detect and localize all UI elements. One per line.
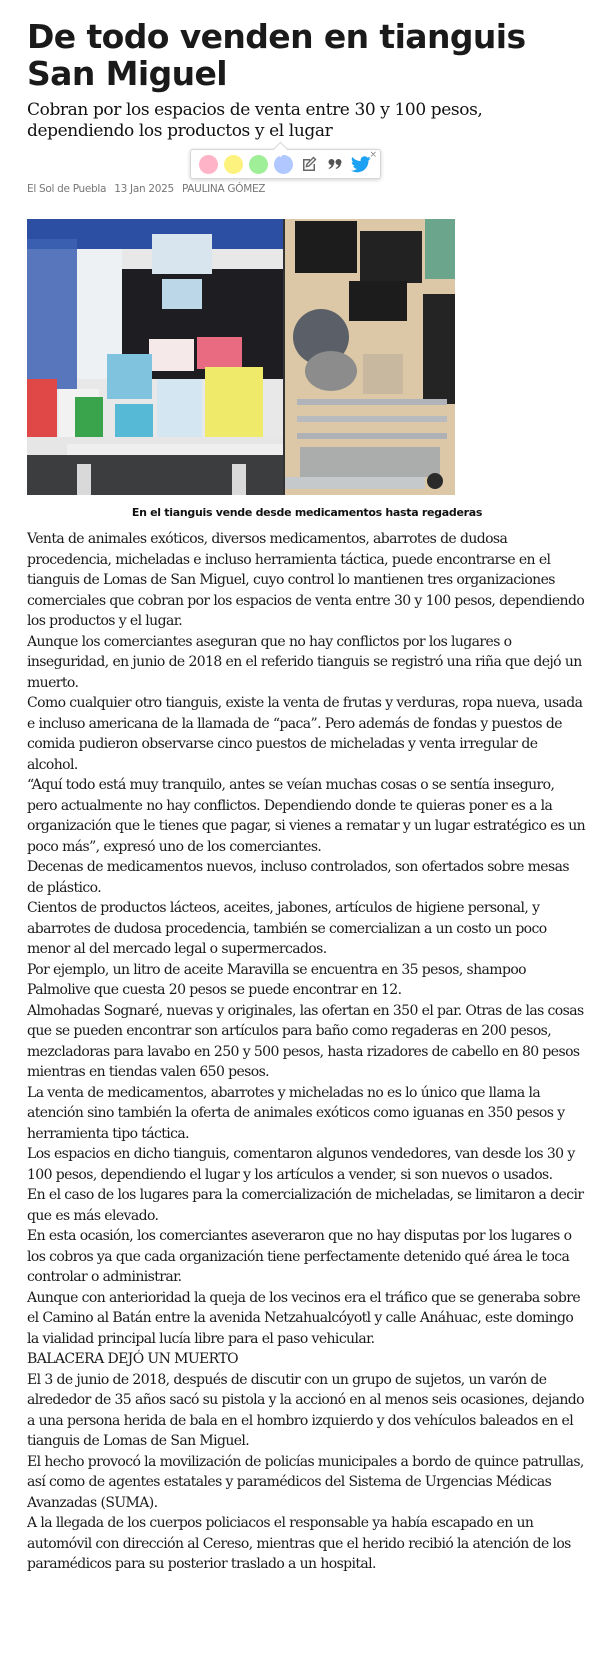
paragraph: Como cualquier otro tianguis, existe la venta de frutas y verduras, ropa nueva, usada e incluso americana de la llamada de “paca”. Pero además de fondas y puestos de comida pudieron observarse cinco puestos de micheladas y venta irregular de alcohol. <box>27 695 583 773</box>
image-caption: En el tianguis vende desde medicamentos hasta regaderas <box>131 506 483 519</box>
paragraph: Venta de animales exóticos, diversos medicamentos, abarrotes de dudosa procedencia, micheladas e incluso herramienta táctica, puede encontrarse en el tianguis de Lomas de San Miguel, cuyo control lo mantienen tres organizaciones comerciales que cobran por los espacios de venta entre 30 y 100 pesos, dependiendo los productos y el lugar. <box>27 531 585 629</box>
edit-note-icon[interactable] <box>299 154 319 174</box>
section-heading: BALACERA DEJÓ UN MUERTO <box>27 1351 238 1367</box>
paragraph: Los espacios en dicho tianguis, comentaron algunos vendedores, van desde los 30 y 100 pesos, dependiendo el lugar y los artículos a vender, si son nuevos o usados. <box>27 1146 575 1183</box>
paragraph: A la llegada de los cuerpos policiacos el responsable ya había escapado en un automóvil con dirección al Cereso, mientras que el herido recibió la atención de los paramédicos para su posterior traslado a un hospital. <box>27 1515 571 1572</box>
paragraph: En esta ocasión, los comerciantes aseveraron que no hay disputas por los lugares o los cobros ya que cada organización tiene perfectamente detenido qué área le toca controlar o administrar. <box>27 1228 572 1285</box>
article-source[interactable]: El Sol de Puebla <box>27 183 107 195</box>
paragraph: Cientos de productos lácteos, aceites, jabones, artículos de higiene personal, y abarrotes de dudosa procedencia, también se comercializan a un costo un poco menor al del mercado legal o supermercados. <box>27 900 547 957</box>
paragraph: Aunque los comerciantes aseguran que no hay conflictos por los lugares o inseguridad, en junio de 2018 en el referido tianguis se registró una riña que dejó un muerto. <box>27 633 582 691</box>
paragraph: “Aquí todo está muy tranquilo, antes se veían muchas cosas o se sentía inseguro, pero actualmente no hay conflictos. Dependiendo donde te quieras poner es a la organización que le tienes que pagar, si vienes a rematar y un lugar estratégico es un poco más”, expresó uno de los comerciantes. <box>27 777 586 855</box>
highlight-yellow-button[interactable] <box>224 155 243 174</box>
article-photo <box>27 219 455 495</box>
paragraph: Almohadas Sognaré, nuevas y originales, las ofertan en 350 el par. Otras de las cosas que se pueden encontrar son artículos para baño como regaderas en 200 pesos, mezcladoras para lavabo en 250 y 500 pesos, hasta rizadores de cabello en 80 pesos mientras en tiendas valen 650 pesos. <box>27 1002 584 1080</box>
article-title: De todo venden en tianguis San Miguel <box>27 17 526 93</box>
paragraph: El 3 de junio de 2018, después de discutir con un grupo de sujetos, un varón de alrededor de 35 años sacó su pistola y la accionó en al menos seis ocasiones, dejando a una persona herida de bala en el hombro izquierdo y dos vehículos baleados en el tianguis de Lomas de San Miguel. <box>27 1371 584 1449</box>
photo-medicines-stall <box>27 219 283 495</box>
paragraph: En el caso de los lugares para la comercialización de micheladas, se limitaron a decir que es más elevado. <box>27 1187 584 1224</box>
highlight-blue-button[interactable] <box>274 155 293 174</box>
close-icon[interactable]: × <box>369 150 377 160</box>
article <box>27 18 587 1575</box>
highlight-pink-button[interactable] <box>199 155 218 174</box>
highlighter-popup <box>190 149 381 179</box>
article-figure <box>27 219 455 495</box>
paragraph: Aunque con anterioridad la queja de los vecinos era el tráfico que se generaba sobre el Camino al Batán entre la avenida Netzahualcóyotl y calle Anáhuac, este domingo la vialidad principal lucía libre para el paso vehicular. <box>27 1289 581 1347</box>
photo-showers-stall <box>285 219 455 495</box>
twitter-icon[interactable] <box>351 154 371 174</box>
highlight-green-button[interactable] <box>249 155 268 174</box>
article-author[interactable]: PAULINA GÓMEZ <box>181 183 266 195</box>
paragraph: La venta de medicamentos, abarrotes y micheladas no es lo único que llama la atención sino también la oferta de animales exóticos como iguanas en 350 pesos y herramienta tipo táctica. <box>27 1084 565 1142</box>
quote-icon[interactable] <box>325 154 345 174</box>
article-subtitle: Cobran por los espacios de venta entre 30 y 100 pesos, dependiendo los productos y el lugar <box>27 100 483 141</box>
article-date: 13 Jan 2025 <box>114 183 174 195</box>
article-meta <box>27 183 587 195</box>
paragraph: Decenas de medicamentos nuevos, incluso controlados, son ofertados sobre mesas de plástico. <box>27 859 569 896</box>
paragraph: Por ejemplo, un litro de aceite Maravilla se encuentra en 35 pesos, shampoo Palmolive que cuesta 20 pesos se puede encontrar en 12. <box>27 961 526 998</box>
article-body <box>27 529 587 1575</box>
paragraph: El hecho provocó la movilización de policías municipales a bordo de quince patrullas, así como de agentes estatales y paramédicos del Sistema de Urgencias Médicas Avanzadas (SUMA). <box>27 1453 584 1511</box>
